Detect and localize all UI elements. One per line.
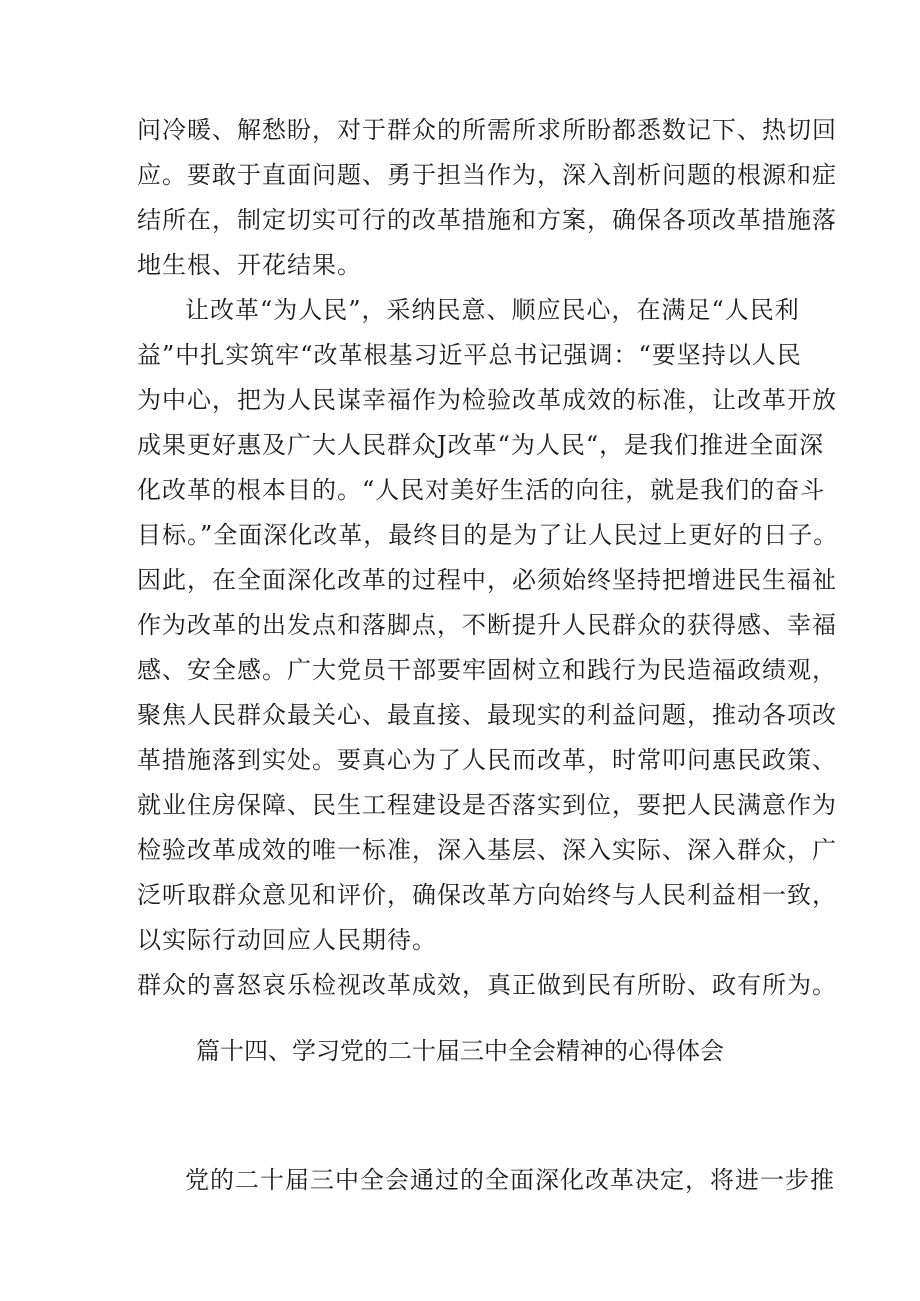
paragraph1-line-4: 地生根、开花结果。 — [137, 251, 362, 279]
section-heading: 篇十四、学习党的二十届三中全会精神的心得体会 — [196, 1037, 724, 1065]
paragraph2-line-10: 聚焦人民群众最关心、最直接、最现实的利益问题，推动各项改 — [137, 701, 837, 729]
paragraph2-line-8: 作为改革的出发点和落脚点，不断提升人民群众的获得感、幸福 — [137, 611, 837, 639]
paragraph3-line-1: 群众的喜怒哀乐检视改革成效，真正做到民有所盼、政有所为。 — [137, 971, 837, 999]
paragraph2-line-13: 检验改革成效的唯一标准，深入基层、深入实际、深入群众，广 — [137, 836, 837, 864]
paragraph2-line-5: 化改革的根本目的。“人民对美好生活的向往，就是我们的奋斗 — [137, 476, 826, 504]
paragraph1-line-1: 问冷暖、解愁盼，对于群众的所需所求所盼都悉数记下、热切回 — [137, 116, 837, 144]
paragraph2-line-9: 感、安全感。广大党员干部要牢固树立和践行为民造福政绩观， — [137, 656, 837, 684]
paragraph2-line-4: 成果更好惠及广大人民群众J改革“为人民“，是我们推进全面深 — [137, 431, 825, 459]
paragraph2-line-6: 目标。”全面深化改革，最终目的是为了让人民过上更好的日子。 — [137, 521, 839, 549]
paragraph2-line-7: 因此，在全面深化改革的过程中，必须始终坚持把增进民生福祉 — [137, 566, 837, 594]
paragraph2-line-12: 就业住房保障、民生工程建设是否落实到位，要把人民满意作为 — [137, 791, 837, 819]
paragraph2-line-14: 泛听取群众意见和评价，确保改革方向始终与人民利益相一致， — [137, 881, 837, 909]
paragraph1-line-2: 应。要敢于直面问题、勇于担当作为，深入剖析问题的根源和症 — [137, 161, 837, 189]
paragraph2-line-11: 革措施落到实处。要真心为了人民而改革，时常叩问惠民政策、 — [137, 746, 837, 774]
paragraph4-line-1: 党的二十届三中全会通过的全面深化改革决定，将进一步推 — [185, 1166, 835, 1194]
paragraph1-line-3: 结所在，制定切实可行的改革措施和方案，确保各项改革措施落 — [137, 206, 837, 234]
paragraph2-line-3: 为中心，把为人民谋幸福作为检验改革成效的标准，让改革开放 — [137, 386, 837, 414]
paragraph2-line-1: 让改革“为人民”，采纳民意、顺应民心，在满足“人民利 — [185, 296, 800, 324]
paragraph2-line-2: 益”中扎实筑牢“改革根基习近平总书记强调：“要坚持以人民 — [137, 341, 802, 369]
paragraph2-line-15: 以实际行动回应人民期待。 — [137, 926, 437, 954]
